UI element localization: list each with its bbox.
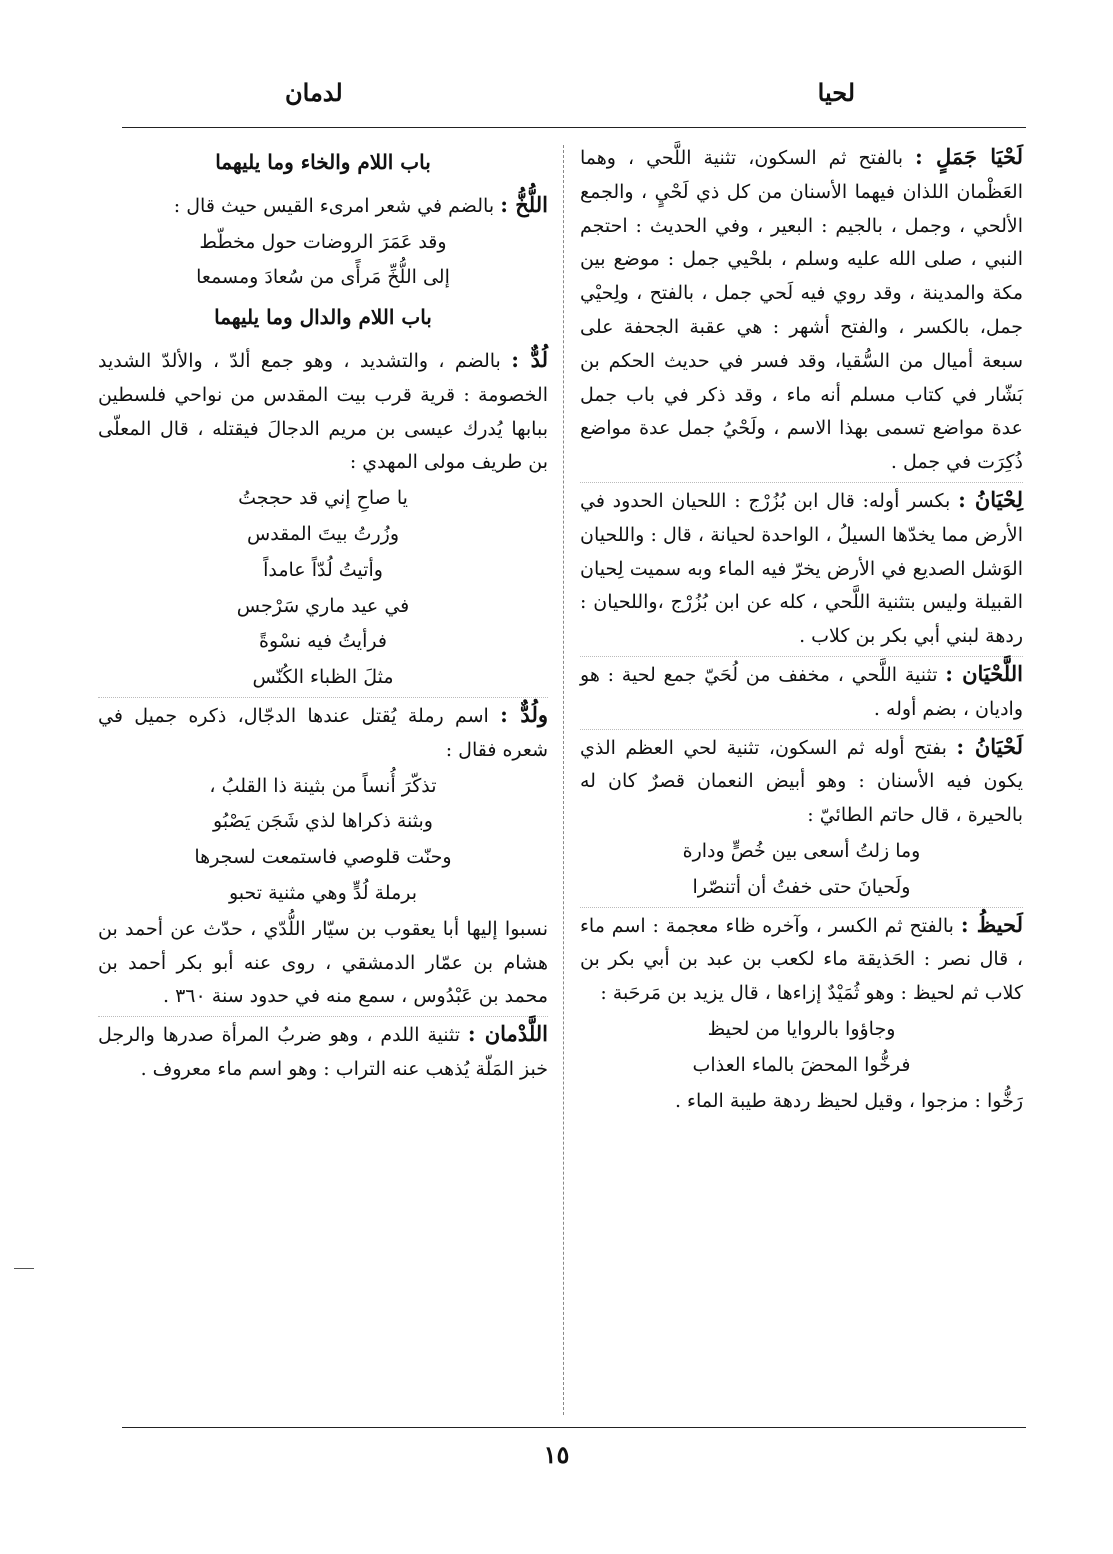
section-heading: باب اللام والخاء وما يليهما: [215, 150, 431, 174]
entry-text: تثنية اللَّحي ، مخفف من لُحَيّ جمع لحية : هو واديان ، بضم أوله .: [580, 663, 1023, 720]
verse-line: وبثنة ذكراها لذي شَجَن يَصْبُو: [213, 810, 433, 833]
entry-text: تثنية اللدم ، وهو ضربُ المرأة صدرها والرجل خبز المَلّة يُذهب عنه التراب : وهو اسم ماء معروف .: [98, 1024, 548, 1080]
entry-text: بكسر أوله: قال ابن بُزُرْج : اللحيان الحدود في الأرض مما يخدّها السيلُ ، الواحدة لحيانة ، قال : واللحيان الوَشل الصديع في الأرض يخرّ فيه الماء وبه سميت لِحيان القبيلة وليس بتثنية اللَّحي ، كله عن ابن بُزُرْج ،واللحيان : ردهة لبني أبي بكر بن كلاب .: [580, 489, 1023, 648]
verse-line: وحنّت قلوصي فاستمعت لسجرها: [194, 846, 452, 869]
entry-text: بفتح أوله ثم السكون، تثنية لحي العظم الذي يكون فيه الأسنان : وهو أبيض النعمان قصرٌ كان له بالحيرة ، قال حاتم الطائيّ :: [580, 736, 1023, 827]
verse-line: فرخُّوا المحضَ بالماء العذاب: [692, 1053, 911, 1076]
entry-ludd: [98, 343, 548, 695]
verse-line: يا صاحِ إني قد حججتُ: [238, 487, 408, 510]
headword: لَحْيَانُ :: [956, 733, 1023, 759]
entry-gloss: رَخُّوا : مزجوا ، وقيل لحيظ ردهة طيبة الماء .: [674, 1089, 1023, 1112]
verse-line: برملة لُدٍّ وهي مثنية تحبو: [228, 881, 418, 904]
verse-line: في عيد ماري سَرْجس: [236, 594, 410, 617]
entry-text: بالفتح ثم الكسر ، وآخره ظاء معجمة : اسم ماء ، قال نصر : الحَذيقة ماء لكعب بن عبد بن أبي بكر بن كلاب ثم لحيظ : وهو ثُمَيْدٌ إزاءها ، قال يزيد بن مَرحَبة :: [580, 914, 1023, 1005]
entry-text: اسم رملة يُقتل عندها الدجّال، ذكره جميل في شعره فقال :: [98, 704, 548, 761]
verse-line: تذكّرَ أُنساً من بثينة ذا القلبُ ،: [209, 774, 437, 797]
verse-line: وزُرتُ بيتَ المقدس: [247, 522, 399, 545]
entry-lihyan: [580, 482, 1023, 654]
header-rule: [122, 127, 1026, 128]
column-divider: [563, 145, 564, 1415]
headword: لُدٌّ :: [511, 346, 549, 372]
right-column: [580, 140, 1023, 1120]
headword: ولُدٌّ :: [500, 701, 548, 727]
entry-text: بالضم في شعر امرىء القيس حيث قال :: [173, 194, 495, 217]
headword: اللَّدْمان :: [467, 1021, 548, 1047]
entry-lahiz: [580, 907, 1023, 1119]
entry-text: بالضم ، والتشديد ، وهو جمع ألدّ ، والألدّ الشديد الخصومة : قرية قرب بيت المقدس من نواحي فلسطين ببابها يُدرك عيسى بن مريم الدجالَ فيقتله ، قال المعلّى بن طريف مولى المهدي :: [98, 349, 548, 474]
entry-ludd-raml: [98, 697, 548, 1014]
verse-line: إلى اللُّخِّ مَرأًى من سُعادَ ومسمعا: [196, 266, 450, 289]
running-header-right: لحيا: [817, 78, 855, 107]
verse-line: وجاؤوا بالروايا من لحيظ: [707, 1017, 896, 1040]
entry-note: نسبوا إليها أبا يعقوب بن سيّار اللُّدّي ، حدّث عن أحمد بن هشام بن عمّار الدمشقي ، روى عنه أبو بكر أحمد بن محمد بن عَبْدُوس ، سمع منه في حدود سنة ٣٦٠ .: [98, 917, 548, 1008]
footer-rule: [122, 1427, 1026, 1428]
entry-allahyan: [580, 656, 1023, 727]
headword: لِحْيَانُ :: [958, 486, 1023, 512]
headword: اللَّحْيَان :: [945, 660, 1023, 686]
verse-line: فرأيتُ فيه نسْوةً: [259, 630, 387, 653]
entry-lahyan: [580, 729, 1023, 905]
running-header-left: لدمان: [285, 78, 343, 107]
page-number: ١٥: [543, 1440, 570, 1469]
entry-text: بالفتح ثم السكون، تثنية اللَّحي ، وهما العَظْمان اللذان فيهما الأسنان من كل ذي لَحْيٍ ، والجمع الألحي ، وجمل ، بالجيم : البعير ، وفي الحديث : احتجم النبي ، صلى الله عليه وسلم ، بلحْيي جمل : موضع بين مكة والمدينة ، وقد روي فيه لَحي جمل ، بالفتح ، ولِحيْي جمل، بالكسر ، والفتح أشهر : هي عقبة الجحفة على سبعة أميال من السُّقيا، وقد فسر في حديث الحكم بن بَشّار في كتاب مسلم أنه ماء ، وقد ذكر في باب جمل عدة مواضع تسمى بهذا الاسم ، ولَحْيُ جمل عدة مواضع ذُكِرَت في جمل .: [580, 147, 1023, 474]
section-heading: باب اللام والدال وما يليهما: [214, 305, 432, 330]
headword: لَحْيَا جَمَلٍ :: [915, 144, 1023, 169]
margin-mark: [14, 1268, 34, 1269]
verse-line: مثلَ الظباء الكُنّس: [252, 666, 394, 689]
headword: اللُّخُّ :: [500, 191, 548, 217]
verse-line: وأتيتُ لُدّاً عامداً: [263, 558, 383, 581]
entry-lahya-jamal: [580, 140, 1023, 480]
verse-line: ولَحيانَ حتى خفتُ أن أتنصّرا: [692, 875, 911, 898]
headword: لَحيظُ :: [960, 911, 1023, 937]
verse-line: وقد عَمَرَ الروضات حول مخطّط: [199, 230, 447, 253]
left-column: [98, 140, 548, 1089]
verse-line: وما زلتُ أسعى بين خُصٍّ ودارة: [682, 839, 921, 862]
entry-allukh: [98, 188, 548, 295]
entry-alladman: [98, 1016, 548, 1087]
